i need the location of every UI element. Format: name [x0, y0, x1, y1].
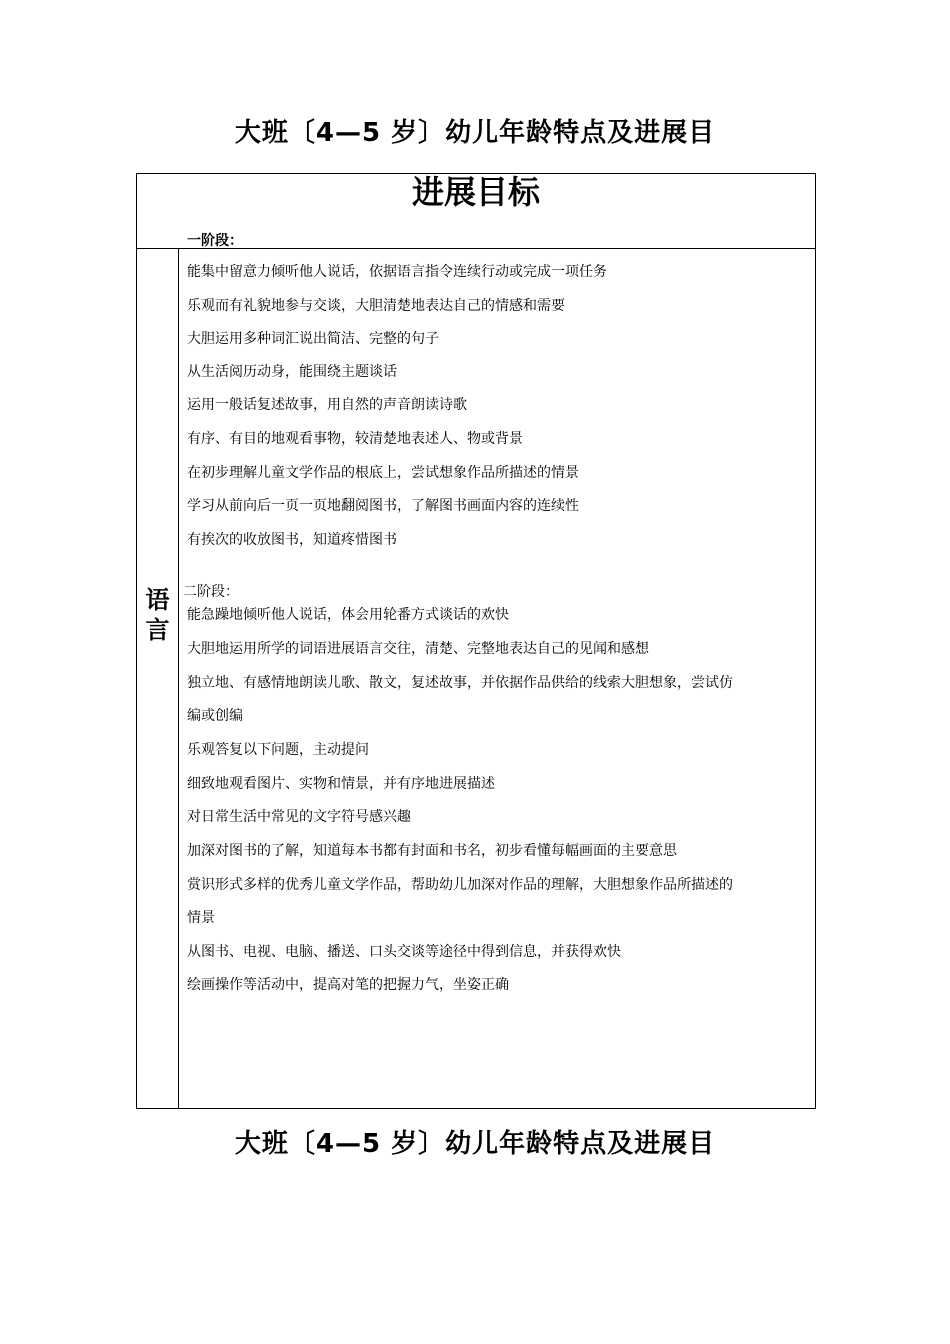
stage2-goal-item: 对日常生活中常见的文字符号感兴趣 — [187, 809, 411, 825]
stage1-goal-item: 运用一般话复述故事，用自然的声音朗读诗歌 — [187, 397, 467, 413]
stage2-goal-item: 大胆地运用所学的词语进展语言交往，清楚、完整地表达自己的见闻和感想 — [187, 641, 649, 657]
stage1-goal-item: 在初步理解儿童文学作品的根底上，尝试想象作品所描述的情景 — [187, 465, 579, 481]
stage2-goal-item: 绘画操作等活动中，提高对笔的把握力气，坐姿正确 — [187, 977, 509, 993]
area-label-text: 语言 — [145, 586, 170, 644]
stage1-goal-item: 有挨次的收放图书，知道疼惜图书 — [187, 532, 397, 548]
stage2-goal-item: 从图书、电视、电脑、播送、口头交谈等途径中得到信息，并获得欢快 — [187, 944, 621, 960]
stage2-goal-item: 加深对图书的了解，知道每本书都有封面和书名，初步看懂每幅画面的主要意思 — [187, 843, 677, 859]
stage1-goal-item: 大胆运用多种词汇说出简洁、完整的句子 — [187, 331, 439, 347]
stage1-goal-item: 学习从前向后一页一页地翻阅图书，了解图书画面内容的连续性 — [187, 498, 579, 514]
stage2-goal-item: 情景 — [187, 910, 215, 926]
stage2-goal-item: 能急躁地倾听他人说话，体会用轮番方式谈话的欢快 — [187, 607, 509, 623]
stage2-goal-item: 编或创编 — [187, 708, 243, 724]
stage1-goal-item: 能集中留意力倾听他人说话，依据语言指令连续行动或完成一项任务 — [187, 264, 607, 280]
stage1-goal-item: 从生活阅历动身，能围绕主题谈话 — [187, 364, 397, 380]
stage1-goal-item: 乐观而有礼貌地参与交谈，大胆清楚地表达自己的情感和需要 — [187, 298, 565, 314]
footer-title: 大班〔4—5 岁〕幼儿年龄特点及进展目 — [234, 1129, 716, 1159]
stage1-goal-item: 有序、有目的地观看事物，较清楚地表述人、物或背景 — [187, 431, 523, 447]
stage2-goal-item: 细致地观看图片、实物和情景，并有序地进展描述 — [187, 776, 495, 792]
development-goals-table — [136, 173, 816, 1109]
page-title: 大班〔4—5 岁〕幼儿年龄特点及进展目 — [234, 118, 716, 148]
stage2-label: 二阶段： — [183, 584, 239, 600]
stage2-goal-item: 赏识形式多样的优秀儿童文学作品，帮助幼儿加深对作品的理解，大胆想象作品所描述的 — [187, 877, 733, 893]
table-header-title: 进展目标 — [411, 173, 540, 211]
stage2-goal-item: 独立地、有感情地朗读儿歌、散文，复述故事，并依据作品供给的线索大胆想象，尝试仿 — [187, 675, 733, 691]
area-label — [137, 585, 178, 645]
stage1-label: 一阶段： — [187, 233, 243, 249]
table-header-row — [137, 174, 815, 249]
stage2-goal-item: 乐观答复以下问题，主动提问 — [187, 742, 369, 758]
area-cell — [137, 249, 179, 1108]
